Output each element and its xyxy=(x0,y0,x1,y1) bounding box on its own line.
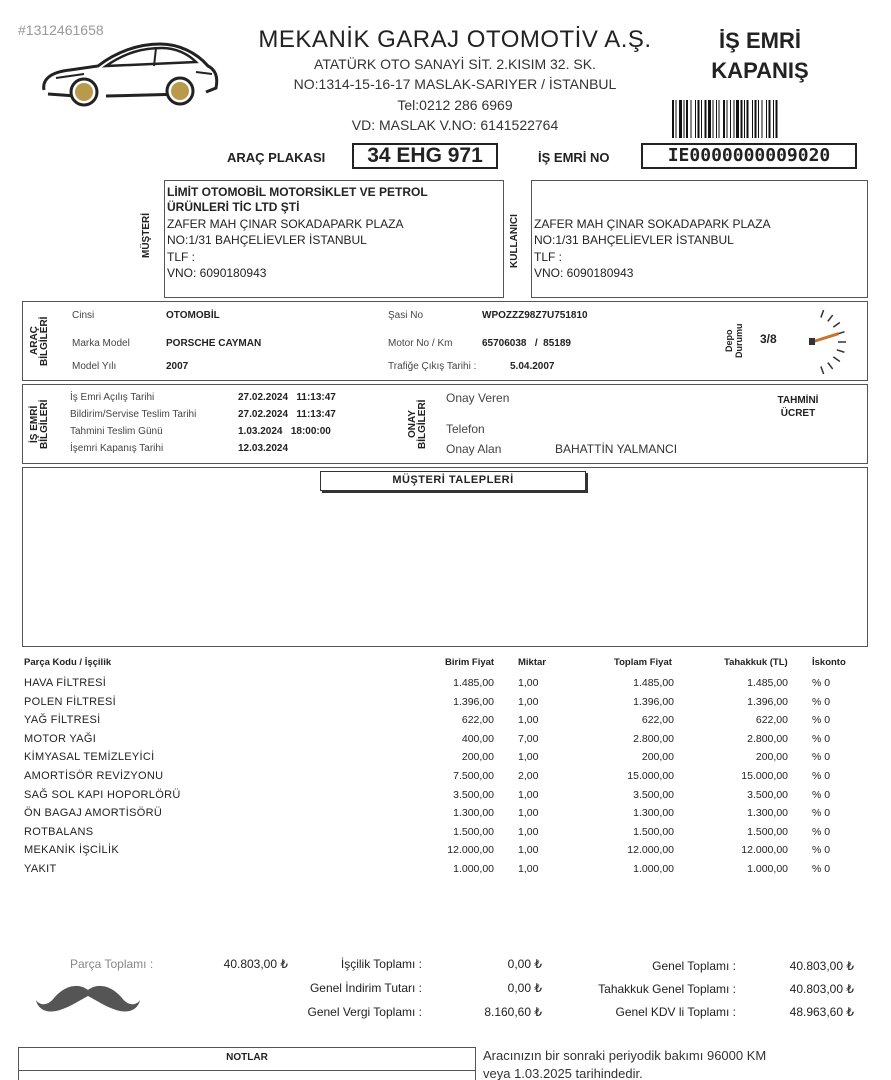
requests-box xyxy=(22,467,868,647)
row-total: 1.000,00 xyxy=(633,863,674,875)
company-address-1: ATATÜRK OTO SANAYİ SİT. 2.KISIM 32. SK. xyxy=(314,56,596,72)
barcode-bar xyxy=(713,100,714,138)
table-row xyxy=(24,844,864,862)
vehicle-traffic-value: 5.04.2007 xyxy=(510,361,555,372)
labor-total-label: İşçilik Toplamı : xyxy=(340,957,422,971)
close-date-value: 12.03.2024 xyxy=(238,443,289,454)
tax-total-value: 8.160,60 ₺ xyxy=(484,1005,542,1019)
row-quantity: 2,00 xyxy=(518,770,539,782)
estimated-delivery-value: 1.03.2024 18:00:00 xyxy=(238,426,331,437)
user-side-label: KULLANICI xyxy=(509,214,520,268)
tax-total-label: Genel Vergi Toplamı : xyxy=(307,1005,422,1019)
company-name: MEKANİK GARAJ OTOMOTİV A.Ş. xyxy=(258,26,652,53)
row-accrual: 3.500,00 xyxy=(747,788,788,801)
workorder-label: İŞ EMRİ NO xyxy=(538,150,610,165)
barcode-bar xyxy=(736,100,739,138)
row-unit-price: 1.500,00 xyxy=(453,825,494,838)
fuel-gauge-icon xyxy=(792,304,848,380)
row-unit-price: 1.000,00 xyxy=(453,863,494,875)
row-total: 3.500,00 xyxy=(633,788,674,801)
gauge-hub xyxy=(809,338,815,345)
workorder-side-label: İŞ EMRİ BİLGİLERİ xyxy=(29,399,50,449)
table-row xyxy=(24,789,864,807)
parts-total-label: Parça Toplamı : xyxy=(70,957,154,971)
row-accrual: 2.800,00 xyxy=(747,732,788,745)
barcode-bar xyxy=(676,100,677,138)
row-quantity: 1,00 xyxy=(518,844,539,857)
row-unit-price: 400,00 xyxy=(461,732,494,745)
customer-address-1: ZAFER MAH ÇINAR SOKADAPARK PLAZA xyxy=(167,217,404,231)
row-discount: % 0 xyxy=(812,770,831,782)
approval-receiver-label: Onay Alan xyxy=(446,442,502,456)
gauge-tick xyxy=(828,315,833,321)
barcode-bar xyxy=(730,100,731,138)
delivery-date-label: Bildirim/Servise Teslim Tarihi xyxy=(70,409,197,420)
barcode-icon xyxy=(670,100,858,140)
barcode-bar xyxy=(701,100,702,138)
user-address-1: ZAFER MAH ÇINAR SOKADAPARK PLAZA xyxy=(534,217,771,231)
vehicle-year-label: Model Yılı xyxy=(72,361,117,372)
kdv-total-value: 48.963,60 ₺ xyxy=(789,1005,854,1019)
vehicle-traffic-label: Trafiğe Çıkış Tarihi : xyxy=(388,361,477,372)
col-header-discount: İskonto xyxy=(812,657,846,668)
barcode-bar xyxy=(773,100,774,138)
barcode-bar xyxy=(776,100,778,138)
approval-receiver-value: BAHATTİN YALMANCI xyxy=(555,442,678,456)
customer-side-label: MÜŞTERİ xyxy=(141,213,152,259)
barcode-bar xyxy=(734,100,735,138)
tank-label: Depo Durumu xyxy=(724,323,744,359)
row-discount: % 0 xyxy=(812,751,831,764)
table-row xyxy=(24,826,864,844)
delivery-date-value: 27.02.2024 11:13:47 xyxy=(238,409,336,420)
gauge-tick xyxy=(833,322,840,327)
barcode-bar xyxy=(716,100,717,138)
doc-title-line1: İŞ EMRİ xyxy=(719,28,801,53)
gauge-tick xyxy=(828,363,833,369)
row-discount: % 0 xyxy=(812,844,831,857)
row-accrual: 15.000,00 xyxy=(741,770,788,782)
row-accrual: 12.000,00 xyxy=(741,844,788,857)
col-header-part: Parça Kodu / İşçilik xyxy=(24,657,112,668)
row-accrual: 622,00 xyxy=(755,714,788,727)
estimated-delivery-label: Tahmini Teslim Günü xyxy=(70,426,163,437)
row-quantity: 1,00 xyxy=(518,714,539,727)
plate-value: 34 EHG 971 xyxy=(352,143,498,169)
vehicle-engine-value: 65706038 / 85189 xyxy=(482,338,571,349)
approval-phone-label: Telefon xyxy=(446,422,485,436)
barcode-bar xyxy=(769,100,771,138)
gauge-needle xyxy=(812,334,839,342)
row-part: MEKANİK İŞCİLİK xyxy=(24,844,119,857)
barcode-bar xyxy=(755,100,757,138)
row-accrual: 1.000,00 xyxy=(747,863,788,875)
barcode-bar xyxy=(695,100,696,138)
discount-total-value: 0,00 ₺ xyxy=(507,981,542,995)
row-part: MOTOR YAĞI xyxy=(24,732,97,745)
barcode-bar xyxy=(705,100,707,138)
row-part: KİMYASAL TEMİZLEYİCİ xyxy=(24,751,155,764)
col-header-quantity: Miktar xyxy=(518,657,546,668)
row-unit-price: 1.485,00 xyxy=(453,677,494,689)
barcode-bar xyxy=(719,100,720,138)
mustache-icon xyxy=(34,978,142,1016)
vehicle-model-label: Marka Model xyxy=(72,338,130,349)
close-date-label: İşemri Kapanış Tarihi xyxy=(70,443,164,454)
customer-address-2: NO:1/31 BAHÇELİEVLER İSTANBUL xyxy=(167,233,367,247)
row-part: POLEN FİLTRESİ xyxy=(24,695,117,708)
next-service-line-1: Aracınızın bir sonraki periyodik bakımı 96000 KM xyxy=(483,1048,767,1063)
barcode-bar xyxy=(727,100,728,138)
table-header xyxy=(24,657,864,675)
table-row xyxy=(24,696,864,714)
row-quantity: 1,00 xyxy=(518,825,539,838)
doc-title-line2: KAPANIŞ xyxy=(711,58,809,83)
row-quantity: 1,00 xyxy=(518,863,539,875)
barcode-bar xyxy=(747,100,749,138)
row-part: SAĞ SOL KAPI HOPORLÖRÜ xyxy=(24,788,181,801)
estimate-label-1: TAHMİNİ xyxy=(777,395,819,406)
row-discount: % 0 xyxy=(812,714,831,727)
row-total: 15.000,00 xyxy=(627,770,674,782)
row-discount: % 0 xyxy=(812,677,831,689)
row-accrual: 1.500,00 xyxy=(747,825,788,838)
plate-label: ARAÇ PLAKASI xyxy=(227,150,326,165)
row-discount: % 0 xyxy=(812,732,831,745)
barcode-bar xyxy=(723,100,725,138)
open-date-value: 27.02.2024 11:13:47 xyxy=(238,392,336,403)
vehicle-type-value: OTOMOBİL xyxy=(166,310,220,321)
barcode-bar xyxy=(752,100,753,138)
barcode-bar xyxy=(762,100,763,138)
gauge-tick xyxy=(833,357,840,362)
user-tel: TLF : xyxy=(534,250,563,264)
vehicle-side-label: ARAÇ BİLGİLERİ xyxy=(29,316,50,366)
row-part: YAĞ FİLTRESİ xyxy=(24,714,101,727)
row-unit-price: 200,00 xyxy=(461,751,494,764)
watermark-id: #1312461658 xyxy=(18,22,104,38)
row-discount: % 0 xyxy=(812,788,831,801)
row-accrual: 1.300,00 xyxy=(747,807,788,820)
row-unit-price: 12.000,00 xyxy=(447,844,494,857)
vehicle-year-value: 2007 xyxy=(166,361,189,372)
accrual-total-label: Tahakkuk Genel Toplamı : xyxy=(598,982,736,996)
barcode-bar xyxy=(684,100,685,138)
row-unit-price: 622,00 xyxy=(461,714,494,727)
gauge-tick xyxy=(821,366,824,374)
estimate-label-2: ÜCRET xyxy=(780,408,816,419)
row-discount: % 0 xyxy=(812,863,831,875)
row-quantity: 1,00 xyxy=(518,677,539,689)
user-vno: VNO: 6090180943 xyxy=(534,266,634,280)
row-accrual: 1.485,00 xyxy=(747,677,788,689)
row-discount: % 0 xyxy=(812,695,831,708)
gauge-tick xyxy=(821,310,824,318)
barcode-bar xyxy=(679,100,682,138)
row-total: 1.485,00 xyxy=(633,677,674,689)
row-total: 622,00 xyxy=(641,714,674,727)
row-part: YAKIT xyxy=(24,863,57,875)
company-phone: Tel:0212 286 6969 xyxy=(397,97,513,113)
parts-total-value: 40.803,00 ₺ xyxy=(223,957,288,971)
notes-title: NOTLAR xyxy=(226,1052,268,1063)
requests-title: MÜŞTERİ TALEPLERİ xyxy=(320,471,586,491)
customer-name-1: LİMİT OTOMOBİL MOTORSİKLET VE PETROL xyxy=(167,185,428,199)
row-discount: % 0 xyxy=(812,807,831,820)
accrual-total-value: 40.803,00 ₺ xyxy=(789,982,854,996)
row-part: AMORTİSÖR REVİZYONU xyxy=(24,770,164,782)
gauge-tick xyxy=(837,350,845,352)
col-header-total: Toplam Fiyat xyxy=(614,657,672,668)
row-total: 1.300,00 xyxy=(633,807,674,820)
row-part: HAVA FİLTRESİ xyxy=(24,677,107,689)
tank-value: 3/8 xyxy=(760,332,777,346)
general-total-value: 40.803,00 ₺ xyxy=(789,959,854,973)
general-total-label: Genel Toplamı : xyxy=(652,959,736,973)
table-row xyxy=(24,714,864,732)
customer-name-2: ÜRÜNLERİ TİC LTD ŞTİ xyxy=(167,200,300,214)
barcode-bar xyxy=(758,100,759,138)
row-unit-price: 1.300,00 xyxy=(453,807,494,820)
table-row xyxy=(24,677,864,695)
row-unit-price: 7.500,00 xyxy=(453,770,494,782)
vehicle-chassis-value: WPOZZZ98Z7U751810 xyxy=(482,310,588,321)
row-part: ROTBALANS xyxy=(24,825,94,838)
vehicle-model-value: PORSCHE CAYMAN xyxy=(166,338,262,349)
row-total: 1.396,00 xyxy=(633,695,674,708)
table-row xyxy=(24,751,864,769)
row-discount: % 0 xyxy=(812,825,831,838)
table-row xyxy=(24,807,864,825)
row-quantity: 1,00 xyxy=(518,751,539,764)
row-total: 200,00 xyxy=(641,751,674,764)
approval-giver-label: Onay Veren xyxy=(446,391,510,405)
barcode-bar xyxy=(766,100,767,138)
customer-vno: VNO: 6090180943 xyxy=(167,266,267,280)
company-address-2: NO:1314-15-16-17 MASLAK-SARIYER / İSTANBUL xyxy=(293,76,617,92)
customer-tel: TLF : xyxy=(167,250,196,264)
notes-divider xyxy=(18,1070,476,1071)
barcode-bar xyxy=(672,100,674,138)
company-tax: VD: MASLAK V.NO: 6141522764 xyxy=(351,117,559,133)
barcode-bar xyxy=(698,100,700,138)
row-total: 12.000,00 xyxy=(627,844,674,857)
kdv-total-label: Genel KDV li Toplamı : xyxy=(615,1005,736,1019)
vehicle-chassis-label: Şasi No xyxy=(388,310,424,321)
row-total: 2.800,00 xyxy=(633,732,674,745)
labor-total-value: 0,00 ₺ xyxy=(507,957,542,971)
table-row xyxy=(24,733,864,751)
table-row xyxy=(24,770,864,788)
row-part: ÖN BAGAJ AMORTİSÖRÜ xyxy=(24,807,163,820)
row-total: 1.500,00 xyxy=(633,825,674,838)
row-quantity: 7,00 xyxy=(518,732,539,745)
row-unit-price: 1.396,00 xyxy=(453,695,494,708)
row-unit-price: 3.500,00 xyxy=(453,788,494,801)
vehicle-type-label: Cinsi xyxy=(72,310,95,321)
barcode-bar xyxy=(744,100,745,138)
col-header-accrual: Tahakkuk (TL) xyxy=(724,657,788,668)
user-address-2: NO:1/31 BAHÇELİEVLER İSTANBUL xyxy=(534,233,734,247)
next-service-line-2: veya 1.03.2025 tarihindedir. xyxy=(483,1066,643,1080)
vehicle-engine-label: Motor No / Km xyxy=(388,338,453,349)
discount-total-label: Genel İndirim Tutarı : xyxy=(309,981,422,995)
barcode-bar xyxy=(691,100,692,138)
row-quantity: 1,00 xyxy=(518,788,539,801)
table-row xyxy=(24,863,864,881)
barcode-bar xyxy=(708,100,711,138)
row-accrual: 200,00 xyxy=(755,751,788,764)
row-accrual: 1.396,00 xyxy=(747,695,788,708)
barcode-bar xyxy=(686,100,688,138)
row-quantity: 1,00 xyxy=(518,695,539,708)
open-date-label: İş Emri Açılış Tarihi xyxy=(70,392,155,403)
col-header-unit-price: Birim Fiyat xyxy=(445,657,495,668)
approval-side-label: ONAY BİLGİLERİ xyxy=(407,399,428,449)
workorder-value: IE0000000009020 xyxy=(641,143,857,169)
barcode-bar xyxy=(741,100,743,138)
row-quantity: 1,00 xyxy=(518,807,539,820)
car-logo-icon xyxy=(36,38,221,110)
